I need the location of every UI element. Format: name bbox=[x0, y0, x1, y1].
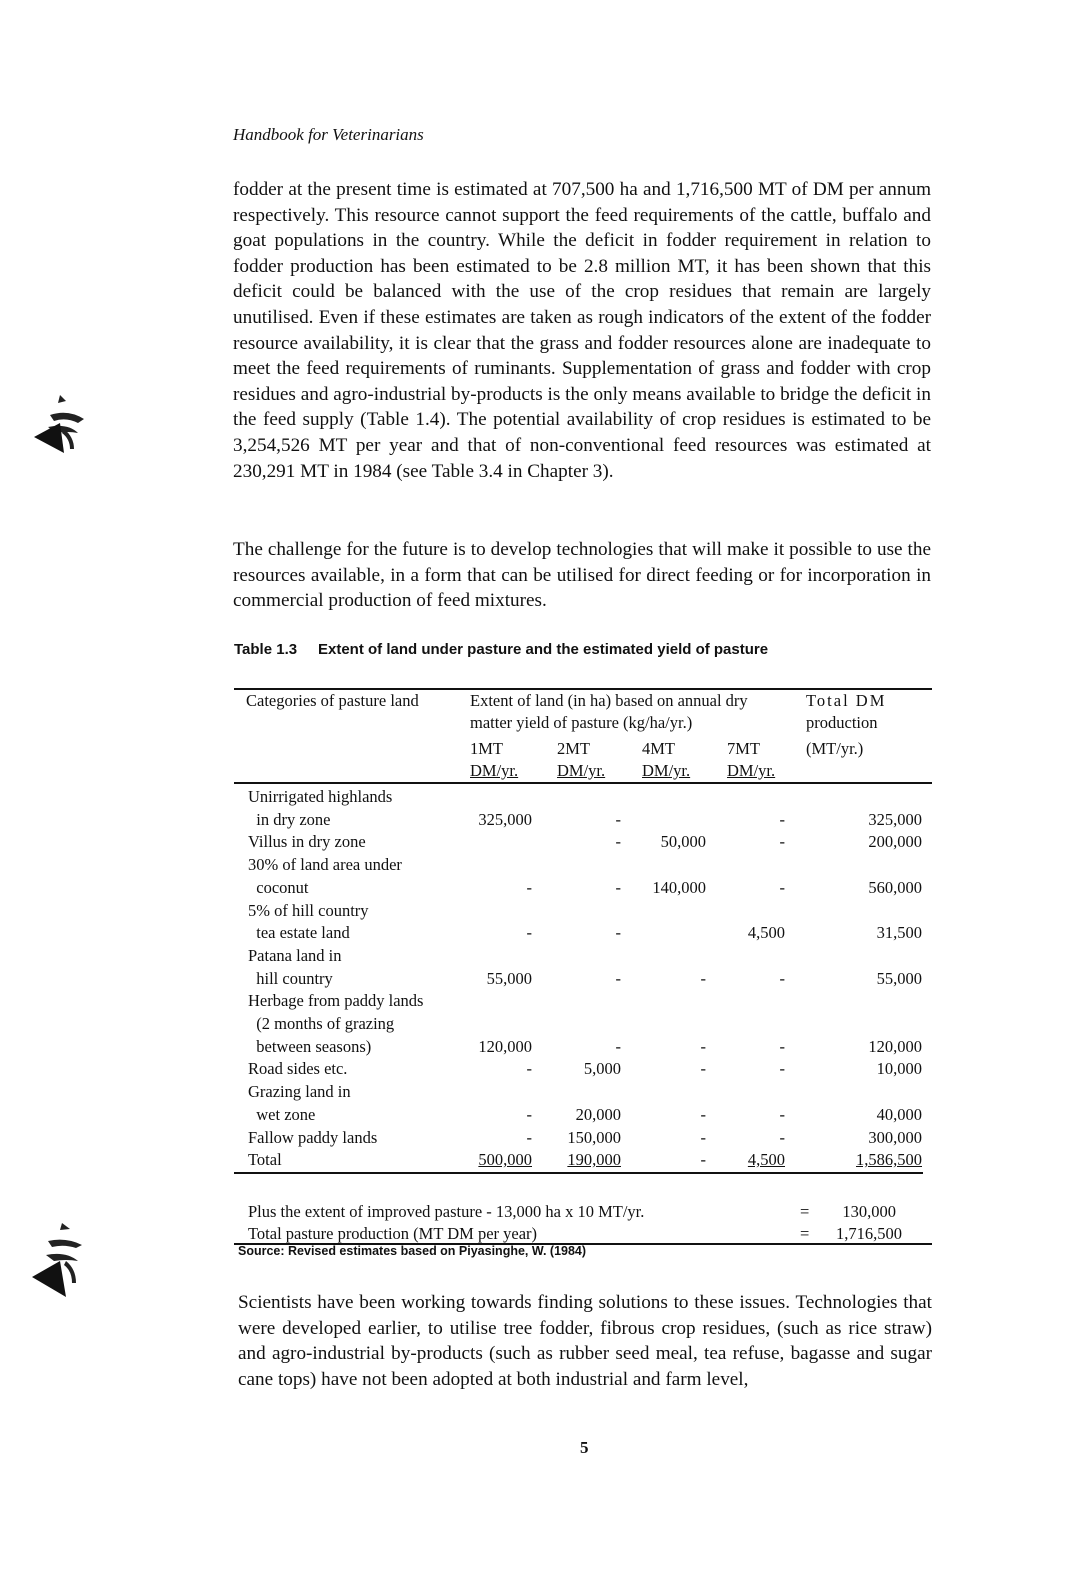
row-label: wet zone bbox=[248, 1104, 316, 1124]
row-total-dm: 200,000 bbox=[868, 832, 922, 852]
row-label: Road sides etc. bbox=[248, 1059, 348, 1079]
header-extent-line2: matter yield of pasture (kg/ha/yr.) bbox=[470, 713, 693, 732]
table-total-rule bbox=[234, 1172, 923, 1174]
row-label: Grazing land in bbox=[248, 1082, 351, 1102]
header-unit-2: DM/yr. bbox=[557, 761, 606, 780]
header-sub-7mt: 7MT bbox=[727, 739, 760, 758]
row-extent-value: - bbox=[526, 1127, 532, 1147]
row-label: between seasons) bbox=[248, 1036, 372, 1056]
total-production-label: Total pasture production (MT DM per year) bbox=[248, 1224, 538, 1243]
row-extent-value: - bbox=[615, 877, 621, 897]
row-extent-value: - bbox=[700, 1127, 706, 1147]
table-source: Source: Revised estimates based on Piyasinghe, W. (1984) bbox=[238, 1244, 587, 1258]
row-total-dm: 325,000 bbox=[868, 809, 922, 829]
table-caption bbox=[234, 641, 768, 658]
row-extent-value: - bbox=[779, 1036, 785, 1056]
row-extent-value: - bbox=[779, 1059, 785, 1079]
row-extent-value: - bbox=[779, 832, 785, 852]
row-extent-value: - bbox=[700, 1059, 706, 1079]
row-total-dm: 300,000 bbox=[868, 1127, 922, 1147]
row-extent-value: 50,000 bbox=[660, 832, 706, 852]
improved-pasture-eq: = bbox=[800, 1202, 810, 1221]
row-extent-value: 55,000 bbox=[486, 968, 532, 988]
body-paragraph-3: Scientists have been working towards finding solutions to these issues. Technologies that were developed earlier, to utilise tree fodder, fibrous crop residues, (such as rice straw) and agro-industrial by-products (such as rubber seed meal, tea refuse, bagasse and sugar cane tops) have not been adopted at both industrial and farm level, bbox=[238, 1292, 932, 1390]
total-production-eq: = bbox=[800, 1224, 810, 1243]
row-label: Unirrigated highlands bbox=[248, 787, 393, 806]
row-total-dm: 31,500 bbox=[876, 923, 922, 943]
row-label: Total bbox=[248, 1150, 282, 1170]
page-number: 5 bbox=[580, 1438, 589, 1457]
row-total-dm: 560,000 bbox=[868, 877, 922, 897]
row-extent-value: - bbox=[615, 809, 621, 829]
header-units: (MT/yr.) bbox=[806, 739, 864, 758]
margin-ornament-lower bbox=[20, 1215, 90, 1310]
row-extent-value: - bbox=[526, 1104, 532, 1124]
row-label: Villus in dry zone bbox=[248, 832, 366, 852]
header-sub-2mt: 2MT bbox=[557, 739, 590, 758]
running-header: Handbook for Veterinarians bbox=[233, 125, 424, 144]
total-production-value: 1,716,500 bbox=[836, 1224, 902, 1243]
header-unit-1: DM/yr. bbox=[470, 761, 519, 780]
header-production: production bbox=[806, 713, 878, 732]
row-extent-value: - bbox=[615, 923, 621, 943]
row-extent-value: - bbox=[526, 923, 532, 943]
row-extent-value: 150,000 bbox=[567, 1127, 621, 1147]
row-total-dm: 40,000 bbox=[876, 1104, 922, 1124]
margin-ornament-upper bbox=[20, 385, 90, 465]
row-total-dm: 1,586,500 bbox=[856, 1150, 922, 1170]
header-sub-4mt: 4MT bbox=[642, 739, 675, 758]
row-label: (2 months of grazing bbox=[248, 1014, 395, 1033]
body-paragraph-1: fodder at the present time is estimated at 707,500 ha and 1,716,500 MT of DM per annum respectively. This resource cannot support the feed requirements of the cattle, buffalo and goat populations in the country. While the deficit in fodder requirement in relation to fodder production has been estimated to be 2.8 million MT, it has been shown that this deficit could be balanced with the use of the crop residues that remain are largely unutilised. Even if these estimates are taken as rough indicators of the extent of the fodder resource availability, it is clear that the grass and fodder resources alone are inadequate to meet the feed requirements of ruminants. Supplementation of grass and fodder with crop residues and agro-industrial by-products is the only means available to bridge the deficit in the feed supply (Table 1.4). The potential availability of crop residues is estimated to be 3,254,526 MT per year and that of non-conventional feed resources was estimated at 230,291 MT in 1984 (see Table 3.4 in Chapter 3). bbox=[233, 179, 931, 482]
row-label: 30% of land area under bbox=[248, 855, 402, 875]
table-title: Extent of land under pasture and the estimated yield of pasture bbox=[318, 641, 769, 658]
row-extent-value: - bbox=[615, 968, 621, 988]
row-extent-value: - bbox=[700, 968, 706, 988]
row-extent-value: - bbox=[779, 809, 785, 829]
row-extent-value: 4,500 bbox=[747, 923, 785, 943]
row-extent-value: - bbox=[615, 832, 621, 852]
row-extent-value: - bbox=[700, 1104, 706, 1124]
header-unit-4: DM/yr. bbox=[727, 761, 776, 780]
row-label: Patana land in bbox=[248, 945, 342, 965]
row-total-dm: 120,000 bbox=[868, 1036, 922, 1056]
row-extent-value: - bbox=[700, 1036, 706, 1056]
row-label: coconut bbox=[248, 877, 309, 897]
improved-pasture-label: Plus the extent of improved pasture - 13,000 ha x 10 MT/yr. bbox=[248, 1202, 645, 1221]
improved-pasture-value: 130,000 bbox=[842, 1202, 896, 1221]
body-paragraph-2: The challenge for the future is to develop technologies that will make it possible to use the resources available, in a form that can be utilised for direct feeding or for incorporation in commercial production of feed mixtures. bbox=[233, 539, 931, 612]
row-extent-value: - bbox=[779, 968, 785, 988]
row-extent-value: 140,000 bbox=[652, 877, 706, 897]
row-label: hill country bbox=[248, 968, 333, 988]
row-extent-value: 500,000 bbox=[478, 1150, 532, 1170]
header-extent-line1: Extent of land (in ha) based on annual dry bbox=[470, 691, 748, 710]
row-label: in dry zone bbox=[248, 809, 331, 829]
header-categories: Categories of pasture land bbox=[246, 691, 419, 710]
row-label: tea estate land bbox=[248, 923, 350, 943]
row-extent-value: 120,000 bbox=[478, 1036, 532, 1056]
header-total-dm: Total DM bbox=[806, 691, 887, 710]
row-label: Fallow paddy lands bbox=[248, 1127, 378, 1147]
row-label: Herbage from paddy lands bbox=[248, 991, 424, 1011]
row-extent-value: - bbox=[526, 877, 532, 897]
row-extent-value: 190,000 bbox=[567, 1150, 621, 1170]
table-number: Table 1.3 bbox=[234, 641, 298, 658]
row-extent-value: - bbox=[779, 877, 785, 897]
header-unit-3: DM/yr. bbox=[642, 761, 691, 780]
row-extent-value: - bbox=[779, 1104, 785, 1124]
row-extent-value: - bbox=[779, 1127, 785, 1147]
row-total-dm: 10,000 bbox=[876, 1059, 922, 1079]
row-extent-value: - bbox=[526, 1059, 532, 1079]
row-total-dm: 55,000 bbox=[876, 968, 922, 988]
table-header-rule bbox=[234, 782, 932, 784]
row-extent-value: - bbox=[615, 1036, 621, 1056]
row-extent-value: 325,000 bbox=[478, 809, 532, 829]
row-extent-value: 20,000 bbox=[575, 1104, 621, 1124]
row-label: 5% of hill country bbox=[248, 900, 369, 920]
row-extent-value: - bbox=[700, 1150, 706, 1170]
row-extent-value: 4,500 bbox=[747, 1150, 785, 1170]
row-extent-value: 5,000 bbox=[583, 1059, 621, 1079]
header-sub-1mt: 1MT bbox=[470, 739, 503, 758]
